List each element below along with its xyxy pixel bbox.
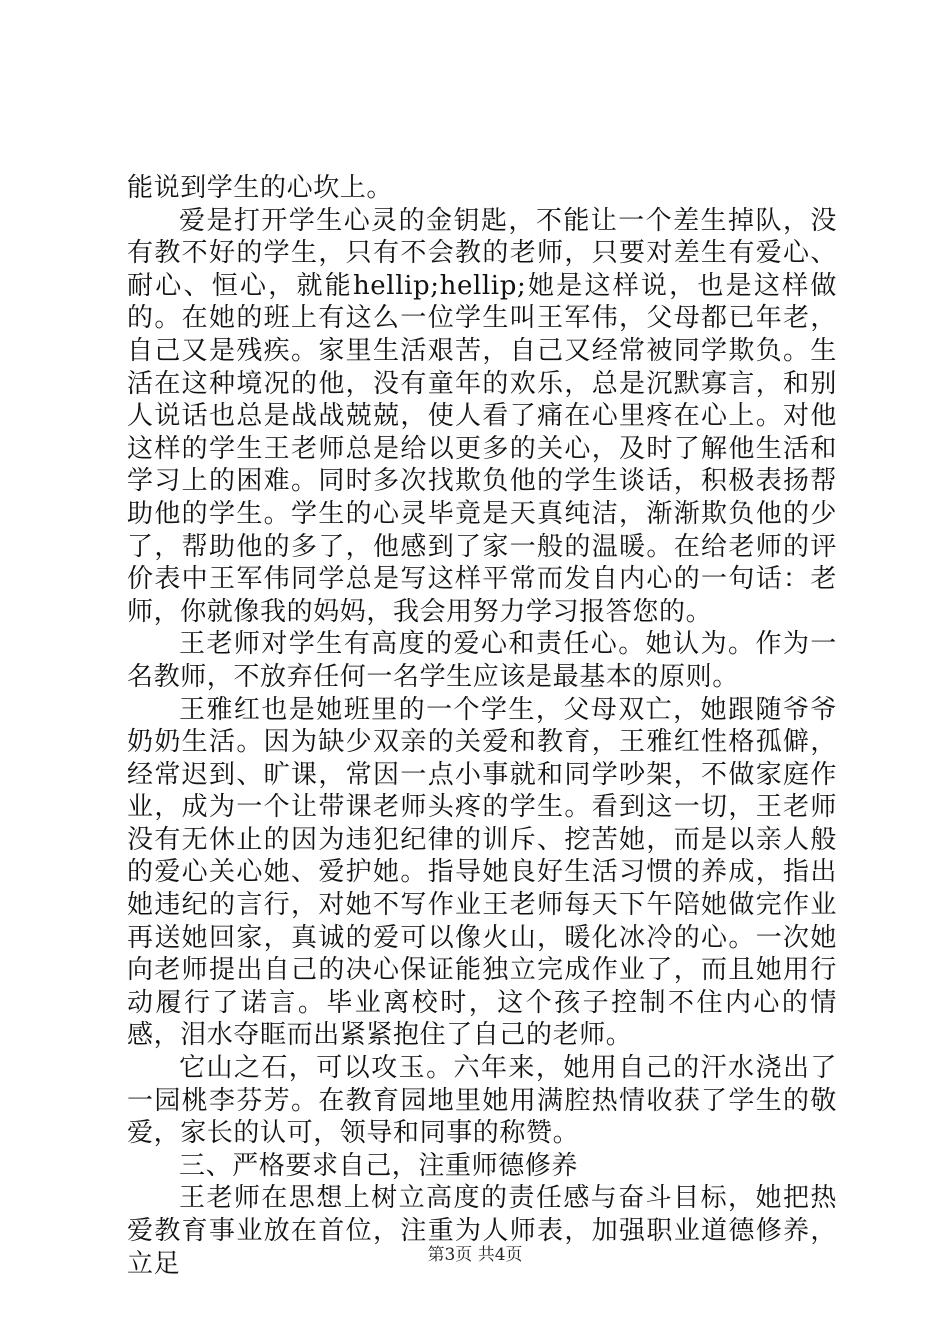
page-number: 第3页 共4页 (427, 1245, 523, 1265)
body-text (127, 172, 837, 1280)
paragraph-ethics: 王老师在思想上树立高度的责任感与奋斗目标，她把热爱教育事业放在首位，注重为人师表，加强职业道德修养，立足 (127, 1183, 837, 1279)
section-heading: 三、严格要求自己，注重师德修养 (179, 1150, 579, 1181)
paragraph-continuation: 能说到学生的心坎上。 (127, 173, 394, 203)
paragraph-six-years: 它山之石，可以攻玉。六年来，她用自己的汗水浇出了一园桃李芬芳。在教育园地里她用满腔热情收获了学生的敬爱，家长的认可，领导和同事的称赞。 (127, 1053, 837, 1149)
paragraph-wang-yahong: 王雅红也是她班里的一个学生，父母双亡，她跟随爷爷奶奶生活。因为缺少双亲的关爱和教育，王雅红性格孤僻，经常迟到、旷课，常因一点小事就和同学吵架，不做家庭作业，成为一个让带课老师头疼的学生。看到这一切，王老师没有无休止的因为违犯纪律的训斥、挖苦她，而是以亲人般的爱心关心她、爱护她。指导她良好生活习惯的养成，指出她违纪的言行，对她不写作业王老师每天下午陪她做完作业再送她回家，真诚的爱可以像火山，暖化冰冷的心。一次她向老师提出自己的决心保证能独立完成作业了，而且她用行动履行了诺言。毕业离校时，这个孩子控制不住内心的情感，泪水夺眶而出紧紧抱住了自己的老师。 (127, 694, 837, 1051)
paragraph-golden-key: 爱是打开学生心灵的金钥匙，不能让一个差生掉队，没有教不好的学生，只有不会教的老师，只要对差生有爱心、耐心、恒心，就能hellip;hellip;她是这样说，也是这样做的。在她的班上有这么一位学生叫王军伟，父母都已年老，自己又是残疾。家里生活艰苦，自己又经常被同学欺负。生活在这种境况的他，没有童年的欢乐，总是沉默寡言，和别人说话也总是战战兢兢，使人看了痛在心里疼在心上。对他这样的学生王老师总是给以更多的关心，及时了解他生活和学习上的困难。同时多次找欺负他的学生谈话，积极表扬帮助他的学生。学生的心灵毕竟是天真纯洁，渐渐欺负他的少了，帮助他的多了，他感到了家一般的温暖。在给老师的评价表中王军伟同学总是写这样平常而发自内心的一句话：老师，你就像我的妈妈，我会用努力学习报答您的。 (127, 205, 837, 627)
page-footer (0, 1240, 950, 1265)
paragraph-responsibility: 王老师对学生有高度的爱心和责任心。她认为。作为一名教师，不放弃任何一名学生应该是最基本的原则。 (127, 629, 837, 692)
